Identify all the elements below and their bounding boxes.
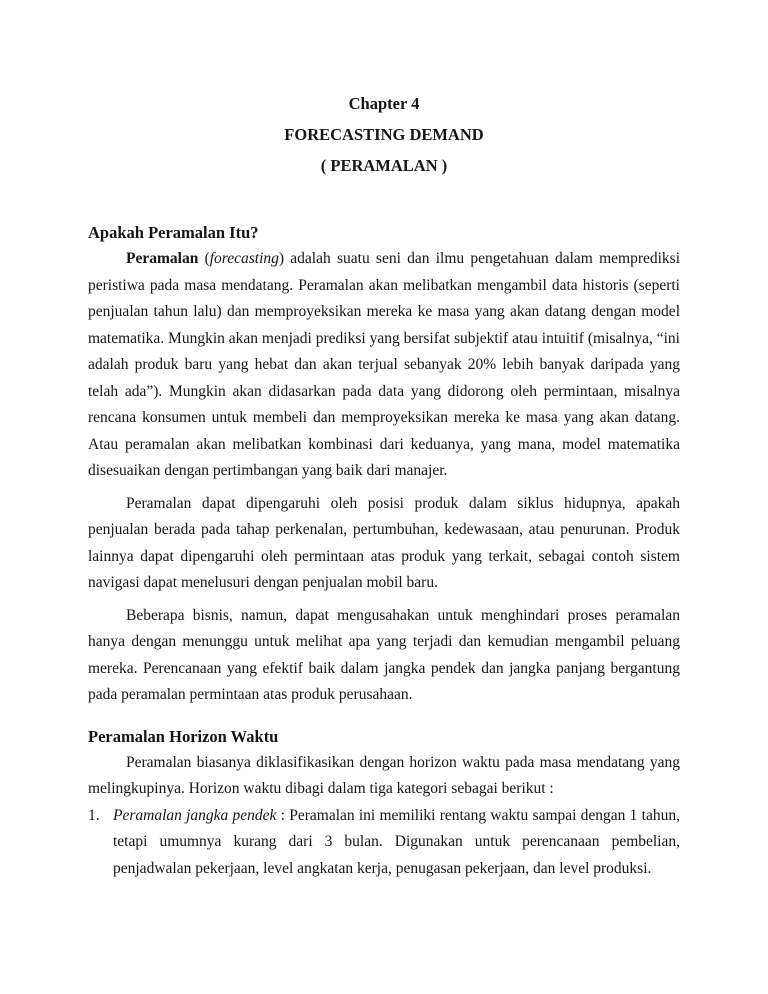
list-item-text: : Peramalan ini memiliki rentang waktu sampai dengan 1 tahun, tetapi umumnya kurang dari 3 bulan. Digunakan untuk perencanaan pembelian, penjadwalan pekerjaan, level angkatan kerja, penugasan pekerjaan, dan level produksi.: [113, 806, 680, 877]
italic-term-peramalan-jangka-pendek: Peramalan jangka pendek: [113, 806, 277, 824]
list-item-number: 1.: [88, 806, 100, 824]
paragraph-text: (: [198, 250, 210, 267]
title-line-chapter: Chapter 4: [348, 94, 420, 113]
title-line-main: FORECASTING DEMAND: [284, 125, 484, 144]
horizon-waktu-list: [88, 803, 680, 883]
section-heading-apakah-peramalan-itu: Apakah Peramalan Itu?: [88, 223, 259, 242]
bold-term-peramalan: Peramalan: [126, 250, 199, 267]
paragraph-horizon-waktu-intro: Peramalan biasanya diklasifikasikan dengan horizon waktu pada masa mendatang yang melingkupinya. Horizon waktu dibagi dalam tiga kategori sebagai berikut :: [88, 753, 680, 797]
list-item-peramalan-jangka-pendek: [88, 803, 680, 883]
paragraph-text: ) adalah suatu seni dan ilmu pengetahuan dalam memprediksi peristiwa pada masa mendatang. Peramalan akan melibatkan mengambil data historis (seperti penjualan tahun lalu) dan memproyeksikan mereka ke masa yang akan datang dengan model matematika. Mungkin akan menjadi prediksi yang bersifat subjektif atau intuitif (misalnya, “ini adalah produk baru yang hebat dan akan terjual sebanyak 20% lebih banyak daripada yang telah ada”). Mungkin akan didasarkan pada data yang didorong oleh permintaan, misalnya rencana konsumen untuk membeli dan memproyeksikan mereka ke masa yang akan datang. Atau peramalan akan melibatkan kombinasi dari keduanya, yang mana, model matematika disesuaikan dengan pertimbangan yang baik dari manajer.: [88, 250, 680, 479]
paragraph-definition-peramalan: [88, 246, 680, 485]
document-title: [88, 88, 680, 181]
paragraph-beberapa-bisnis: Beberapa bisnis, namun, dapat mengusahakan untuk menghindari proses peramalan hanya dengan menunggu untuk melihat apa yang terjadi dan kemudian mengambil peluang mereka. Perencanaan yang efektif baik dalam jangka pendek dan jangka panjang bergantung pada peramalan permintaan atas produk perusahaan.: [88, 606, 680, 703]
section-heading-peramalan-horizon-waktu: Peramalan Horizon Waktu: [88, 726, 279, 746]
paragraph-siklus-hidup-produk: Peramalan dapat dipengaruhi oleh posisi produk dalam siklus hidupnya, apakah penjualan berada pada tahap perkenalan, pertumbuhan, kedewasaan, atau penurunan. Produk lainnya dapat dipengaruhi oleh permintaan atas produk yang terkait, sebagai contoh sistem navigasi dapat menelusuri dengan penjualan mobil baru.: [88, 494, 680, 591]
italic-term-forecasting: forecasting: [209, 250, 279, 267]
title-line-sub: ( PERAMALAN ): [320, 156, 448, 175]
